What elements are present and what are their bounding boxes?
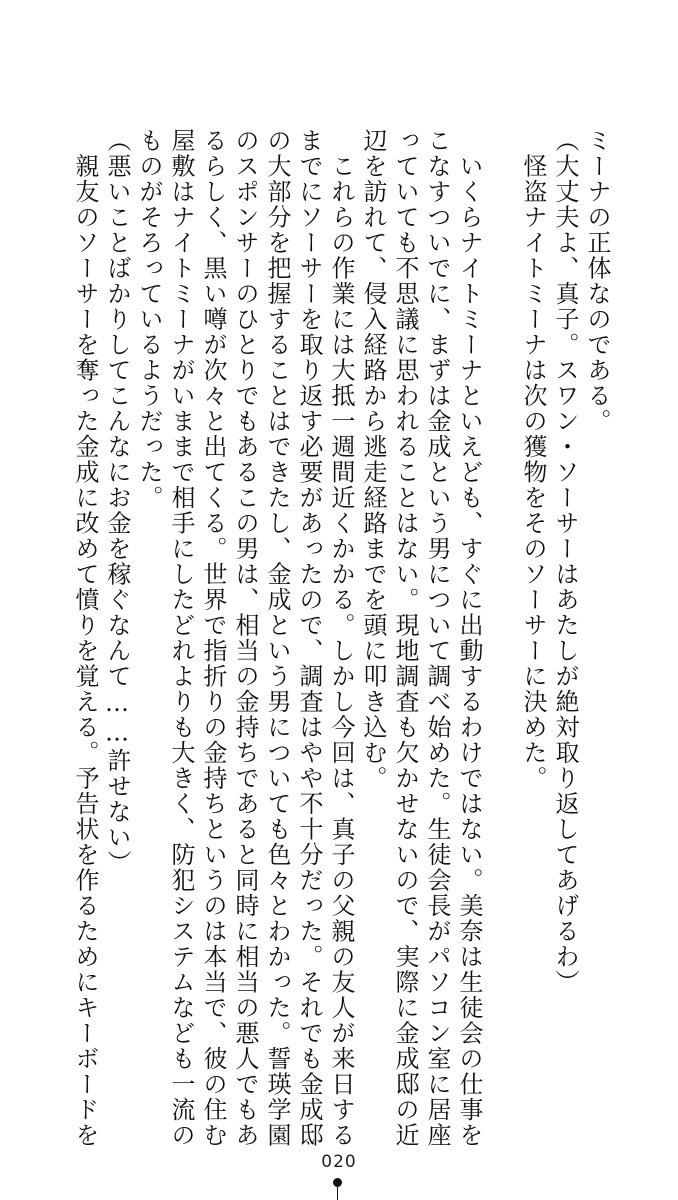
- text-line-13: るらしく、黒い噂が次々と出てくる。世界で指折りの金持ちというのは本当で、彼の住む: [199, 128, 227, 1148]
- text-line-3: 怪盗ナイトミーナは次の獲物をそのソーサーに決めた。: [519, 128, 547, 791]
- page-marker-line: [337, 1186, 338, 1200]
- text-line-16: （悪いことばかりしてこんなにお金を稼ぐなんて……許せない）: [103, 128, 131, 876]
- page-number: 020: [321, 1152, 357, 1172]
- text-line-1: ミーナの正体なのである。: [583, 128, 611, 434]
- text-line-11: の大部分を把握することはできたし、金成という男についても色々とわかった。誓瑛学園: [263, 128, 291, 1148]
- text-line-5: いくらナイトミーナといえども、すぐに出動するわけではない。美奈は生徒会の仕事を: [455, 128, 483, 1148]
- text-line-15: ものがそろっているようだった。: [135, 128, 163, 511]
- text-line-9: これらの作業には大抵一週間近くかかる。しかし今回は、真子の父親の友人が来日する: [327, 128, 355, 1148]
- text-line-2: （大丈夫よ、真子。スワン・ソーサーはあたしが絶対取り返してあげるわ）: [551, 128, 579, 995]
- text-line-7: っていても不思議に思われることはない。現地調査も欠かせないので、実際に金成邸の近: [391, 128, 419, 1148]
- text-line-12: のスポンサーのひとりでもあるこの男は、相当の金持ちであると同時に相当の悪人でもあ: [231, 128, 259, 1148]
- text-line-8: 辺を訪れて、侵入経路から逃走経路までを頭に叩き込む。: [359, 128, 387, 791]
- text-line-17: 親友のソーサーを奪った金成に改めて憤りを覚える。予告状を作るためにキーボードを: [71, 128, 99, 1148]
- text-line-6: こなすついでに、まずは金成という男について調べ始めた。生徒会長がパソコン室に居座: [423, 128, 451, 1148]
- text-line-10: までにソーサーを取り返す必要があったので、調査はやや不十分だった。それでも金成邸: [295, 128, 323, 1148]
- text-line-14: 屋敷はナイトミーナがいままで相手にしたどれよりも大きく、防犯システムなども一流の: [167, 128, 195, 1148]
